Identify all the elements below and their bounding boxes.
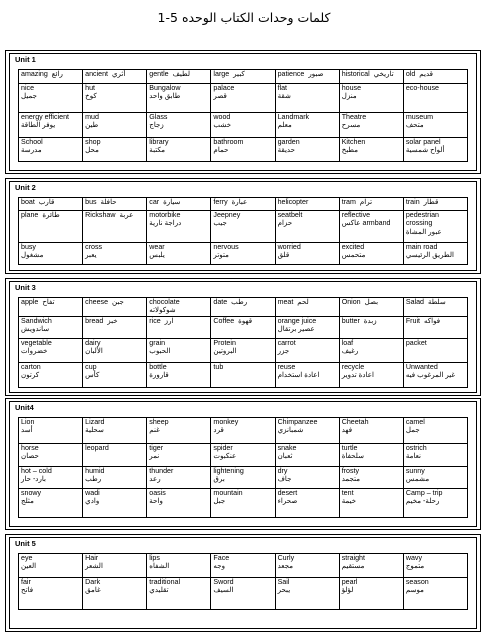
word-text: Fruit فواكه xyxy=(405,317,441,325)
word-cell xyxy=(211,578,275,610)
word-text: thunder رعد xyxy=(149,467,174,484)
word-cell xyxy=(211,70,275,84)
word-text: snake ثعبان xyxy=(277,444,297,461)
word-cell xyxy=(211,84,275,113)
word-cell xyxy=(403,363,467,388)
word-cell xyxy=(19,84,83,113)
word-text: boat قارب xyxy=(21,198,55,206)
unit-frame xyxy=(9,53,477,171)
word-text: camel جمل xyxy=(405,418,425,435)
word-cell xyxy=(211,467,275,489)
word-text: reuse اعادة استخدام xyxy=(277,363,320,380)
unit-heading: Unit 3 xyxy=(15,283,36,292)
word-cell xyxy=(211,363,275,388)
word-cell xyxy=(403,339,467,363)
word-cell xyxy=(19,113,83,138)
word-text: leopard xyxy=(85,444,109,452)
word-text: grain الحبوب xyxy=(149,339,171,356)
word-cell xyxy=(211,444,275,467)
word-text: motorbike دراجة نارية xyxy=(149,211,182,228)
word-text: seatbelt حزام xyxy=(277,211,303,228)
word-cell xyxy=(19,198,83,211)
word-cell xyxy=(403,211,467,243)
word-cell xyxy=(83,554,147,578)
word-text: sheep غنم xyxy=(149,418,169,435)
word-text: cheese جبن xyxy=(85,298,124,306)
word-text: nice جميل xyxy=(21,84,37,101)
word-text: large كبير xyxy=(213,70,245,78)
word-text: turtle سلحفاة xyxy=(341,444,365,461)
word-text: meat لحم xyxy=(277,298,309,306)
word-text: gentle لطيف xyxy=(149,70,191,78)
word-cell xyxy=(83,70,147,84)
word-cell xyxy=(211,489,275,518)
word-text: garden حديقة xyxy=(277,138,300,155)
word-cell xyxy=(275,578,339,610)
word-cell xyxy=(339,211,403,243)
word-text: Sail يبحر xyxy=(277,578,291,595)
word-cell xyxy=(19,467,83,489)
word-text: ancient أثري xyxy=(85,70,126,78)
word-cell xyxy=(403,198,467,211)
word-text: packet xyxy=(405,339,427,347)
word-cell xyxy=(339,243,403,265)
table-row xyxy=(19,554,468,578)
word-text: palace قصر xyxy=(213,84,235,101)
word-text: tub xyxy=(213,363,224,371)
table-row xyxy=(19,70,468,84)
unit-frame xyxy=(9,537,477,629)
vocabulary-table xyxy=(18,553,468,610)
word-cell xyxy=(275,317,339,339)
word-text: spider عنكبوت xyxy=(213,444,237,461)
word-text: wood خشب xyxy=(213,113,232,130)
word-cell xyxy=(147,418,211,444)
word-text: snowy مثلج xyxy=(21,489,42,506)
word-text: Cheetah فهد xyxy=(341,418,369,435)
word-text: straight مستقيم xyxy=(341,554,365,571)
word-text: Bungalow طابق واحد xyxy=(149,84,181,101)
word-cell xyxy=(403,298,467,317)
vocabulary-table xyxy=(18,297,468,388)
word-text: carrot جزر xyxy=(277,339,296,356)
word-text: bus حافلة xyxy=(85,198,117,206)
word-cell xyxy=(403,489,467,518)
word-cell xyxy=(339,198,403,211)
word-text: butter زبدة xyxy=(341,317,377,325)
word-cell xyxy=(403,243,467,265)
word-text: tram ترام xyxy=(341,198,373,206)
word-cell xyxy=(339,554,403,578)
word-cell xyxy=(147,363,211,388)
word-text: mud طين xyxy=(85,113,99,130)
word-text: Coffee قهوة xyxy=(213,317,253,325)
word-text: desert صحراء xyxy=(277,489,298,506)
word-cell xyxy=(403,418,467,444)
word-cell xyxy=(147,198,211,211)
word-cell xyxy=(275,198,339,211)
word-text: bread خبز xyxy=(85,317,118,325)
word-text: library مكتبة xyxy=(149,138,169,155)
word-cell xyxy=(147,298,211,317)
word-text: Onion بصل xyxy=(341,298,379,306)
word-text: vegetable خضروات xyxy=(21,339,52,356)
table-row xyxy=(19,84,468,113)
word-cell xyxy=(211,418,275,444)
word-cell xyxy=(147,467,211,489)
word-text: oasis واحة xyxy=(149,489,166,506)
word-text: bottle قارورة xyxy=(149,363,169,380)
word-text: Theatre مسرح xyxy=(341,113,367,130)
word-text: Dark غامق xyxy=(85,578,101,595)
word-cell xyxy=(19,339,83,363)
word-cell xyxy=(211,339,275,363)
word-cell xyxy=(147,243,211,265)
word-cell xyxy=(83,467,147,489)
word-cell xyxy=(403,554,467,578)
word-text: frosty متجمد xyxy=(341,467,361,484)
word-cell xyxy=(275,339,339,363)
word-cell xyxy=(403,113,467,138)
table-row xyxy=(19,138,468,162)
word-text: horse حصان xyxy=(21,444,39,461)
table-row xyxy=(19,198,468,211)
word-text: Unwanted غير المرغوب فيه xyxy=(405,363,456,380)
word-text: train قطار xyxy=(405,198,439,206)
word-text: house منزل xyxy=(341,84,362,101)
word-cell xyxy=(147,211,211,243)
word-text: ferry عبارة xyxy=(213,198,248,206)
word-text: Lion أسد xyxy=(21,418,35,435)
word-cell xyxy=(147,339,211,363)
table-row xyxy=(19,489,468,518)
table-row xyxy=(19,467,468,489)
table-row xyxy=(19,317,468,339)
word-cell xyxy=(83,198,147,211)
unit-section xyxy=(5,178,481,274)
word-cell xyxy=(19,554,83,578)
unit-heading: Unit 2 xyxy=(15,183,36,192)
word-cell xyxy=(403,84,467,113)
word-text: fair فاتح xyxy=(21,578,34,595)
word-cell xyxy=(339,113,403,138)
word-text: eye العين xyxy=(21,554,37,571)
word-text: Glass زجاج xyxy=(149,113,168,130)
unit-section xyxy=(5,278,481,396)
word-text: hut كوخ xyxy=(85,84,97,101)
word-text: rice ارز xyxy=(149,317,174,325)
word-cell xyxy=(275,418,339,444)
word-cell xyxy=(403,444,467,467)
table-row xyxy=(19,418,468,444)
word-cell xyxy=(19,578,83,610)
word-text: reflective عاكس armband xyxy=(341,211,391,228)
word-cell xyxy=(83,138,147,162)
vocabulary-table xyxy=(18,69,468,162)
word-text: lips الشفاه xyxy=(149,554,170,571)
word-text: recycle اعادة تدوير xyxy=(341,363,374,380)
word-text: chocolate شوكولاته xyxy=(149,298,180,315)
word-text: museum متحف xyxy=(405,113,434,130)
word-cell xyxy=(211,211,275,243)
table-row xyxy=(19,444,468,467)
word-text: busy مشغول xyxy=(21,243,44,260)
word-cell xyxy=(275,84,339,113)
word-cell xyxy=(275,138,339,162)
word-text: flat شقة xyxy=(277,84,291,101)
word-cell xyxy=(147,317,211,339)
word-cell xyxy=(275,554,339,578)
word-cell xyxy=(339,84,403,113)
word-cell xyxy=(339,317,403,339)
word-text: energy efficient يوفر الطاقة xyxy=(21,113,69,130)
word-text: bathroom حمام xyxy=(213,138,244,155)
word-text: old قديم xyxy=(405,70,434,78)
word-text: pearl لؤلؤ xyxy=(341,578,358,595)
word-cell xyxy=(83,317,147,339)
word-text: Sandwich ساندويش xyxy=(21,317,52,334)
word-cell xyxy=(147,84,211,113)
table-row xyxy=(19,298,468,317)
word-cell xyxy=(147,554,211,578)
word-text: Curly مجعد xyxy=(277,554,295,571)
word-text: Camp – trip رحلة- مخيم xyxy=(405,489,443,506)
word-cell xyxy=(147,70,211,84)
word-cell xyxy=(19,363,83,388)
word-text: plane طائرة xyxy=(21,211,60,219)
word-text: eco-house xyxy=(405,84,439,92)
word-text: amazing رائع xyxy=(21,70,63,78)
unit-section xyxy=(5,50,481,174)
word-text: Salad سلطة xyxy=(405,298,446,306)
word-cell xyxy=(275,113,339,138)
word-cell xyxy=(275,444,339,467)
word-cell xyxy=(19,444,83,467)
word-text: nervous متوتر xyxy=(213,243,239,260)
word-cell xyxy=(403,467,467,489)
table-row xyxy=(19,363,468,388)
word-cell xyxy=(211,113,275,138)
word-text: shop محل xyxy=(85,138,101,155)
word-text: monkey قرد xyxy=(213,418,239,435)
word-text: solar panel ألواح شمسية xyxy=(405,138,445,155)
word-cell xyxy=(339,418,403,444)
unit-frame xyxy=(9,181,477,271)
word-text: loaf رغيف xyxy=(341,339,359,356)
word-text: season موسم xyxy=(405,578,429,595)
word-text: lightening برق xyxy=(213,467,244,484)
word-cell xyxy=(83,243,147,265)
word-cell xyxy=(83,363,147,388)
word-cell xyxy=(339,298,403,317)
word-cell xyxy=(83,339,147,363)
word-cell xyxy=(275,298,339,317)
word-cell xyxy=(211,198,275,211)
word-cell xyxy=(19,317,83,339)
word-text: Sword السيف xyxy=(213,578,234,595)
word-cell xyxy=(19,138,83,162)
word-cell xyxy=(403,70,467,84)
word-text: mountain جبل xyxy=(213,489,243,506)
word-cell xyxy=(275,211,339,243)
word-cell xyxy=(339,138,403,162)
word-cell xyxy=(275,243,339,265)
word-cell xyxy=(403,317,467,339)
word-text: Lizard سحلية xyxy=(85,418,105,435)
word-cell xyxy=(19,211,83,243)
word-cell xyxy=(147,444,211,467)
word-cell xyxy=(275,467,339,489)
word-cell xyxy=(339,70,403,84)
unit-section xyxy=(5,534,481,632)
word-text: date رطب xyxy=(213,298,248,306)
word-cell xyxy=(19,418,83,444)
word-cell xyxy=(275,363,339,388)
word-cell xyxy=(339,578,403,610)
word-cell xyxy=(211,138,275,162)
word-text: cup كأس xyxy=(85,363,100,380)
word-text: Kitchen مطبخ xyxy=(341,138,366,155)
table-row xyxy=(19,243,468,265)
word-text: tent خيمة xyxy=(341,489,357,506)
word-text: carton كرتون xyxy=(21,363,41,380)
word-cell xyxy=(339,339,403,363)
word-text: wadi وادي xyxy=(85,489,100,506)
word-cell xyxy=(83,113,147,138)
word-cell xyxy=(211,317,275,339)
unit-frame xyxy=(9,281,477,393)
word-cell xyxy=(211,243,275,265)
word-cell xyxy=(83,418,147,444)
word-text: pedestrian crossing عبور المشاة xyxy=(405,211,442,236)
word-cell xyxy=(83,444,147,467)
word-cell xyxy=(19,298,83,317)
word-cell xyxy=(275,70,339,84)
unit-section xyxy=(5,398,481,530)
word-text: historical تاريخي xyxy=(341,70,394,78)
page-title: كلمات وحدات الكتاب الوحده 5-1 xyxy=(157,10,331,25)
word-text: orange juice عصير برتقال xyxy=(277,317,317,334)
word-cell xyxy=(83,489,147,518)
word-cell xyxy=(403,578,467,610)
word-cell xyxy=(83,578,147,610)
word-cell xyxy=(211,554,275,578)
table-row xyxy=(19,211,468,243)
word-text: Landmark معلم xyxy=(277,113,310,130)
word-text: School مدرسة xyxy=(21,138,43,155)
table-row xyxy=(19,578,468,610)
word-cell xyxy=(19,489,83,518)
word-cell xyxy=(83,298,147,317)
word-cell xyxy=(147,489,211,518)
word-cell xyxy=(403,138,467,162)
word-text: dairy الألبان xyxy=(85,339,103,356)
word-cell xyxy=(83,84,147,113)
vocabulary-table xyxy=(18,197,468,265)
word-text: main road الطريق الرئيسي xyxy=(405,243,454,260)
word-text: Jeepney جيب xyxy=(213,211,241,228)
word-text: traditional تقليدي xyxy=(149,578,181,595)
word-text: sunny مشمس xyxy=(405,467,430,484)
word-text: Chimpanzee شمبانزي xyxy=(277,418,318,435)
word-text: helicopter xyxy=(277,198,309,206)
word-text: car سيارة xyxy=(149,198,181,206)
word-text: humid رطب xyxy=(85,467,105,484)
word-text: wear يلبس xyxy=(149,243,165,260)
word-cell xyxy=(211,298,275,317)
unit-heading: Unit 1 xyxy=(15,55,36,64)
table-row xyxy=(19,113,468,138)
word-text: tiger نمر xyxy=(149,444,164,461)
table-row xyxy=(19,339,468,363)
word-text: cross يعبر xyxy=(85,243,103,260)
word-text: excited متحمس xyxy=(341,243,366,260)
word-cell xyxy=(83,211,147,243)
word-cell xyxy=(339,489,403,518)
word-text: worried قلق xyxy=(277,243,301,260)
word-text: Hair الشعر xyxy=(85,554,103,571)
word-cell xyxy=(19,70,83,84)
unit-heading: Unit4 xyxy=(15,403,34,412)
word-text: ostrich نعامة xyxy=(405,444,427,461)
word-text: patience صبور xyxy=(277,70,324,78)
word-cell xyxy=(339,363,403,388)
unit-heading: Unit 5 xyxy=(15,539,36,548)
word-cell xyxy=(19,243,83,265)
word-cell xyxy=(339,444,403,467)
word-text: dry جاف xyxy=(277,467,292,484)
word-text: Protein البروتين xyxy=(213,339,237,356)
word-cell xyxy=(147,113,211,138)
unit-frame xyxy=(9,401,477,527)
word-text: apple تفاح xyxy=(21,298,55,306)
word-cell xyxy=(147,138,211,162)
word-text: wavy متموج xyxy=(405,554,425,571)
word-cell xyxy=(339,467,403,489)
vocabulary-table xyxy=(18,417,468,518)
word-cell xyxy=(275,489,339,518)
word-text: Face وجه xyxy=(213,554,230,571)
word-cell xyxy=(147,578,211,610)
word-text: hot – cold بارد- حار xyxy=(21,467,52,484)
word-text: Rickshaw عربة xyxy=(85,211,134,219)
